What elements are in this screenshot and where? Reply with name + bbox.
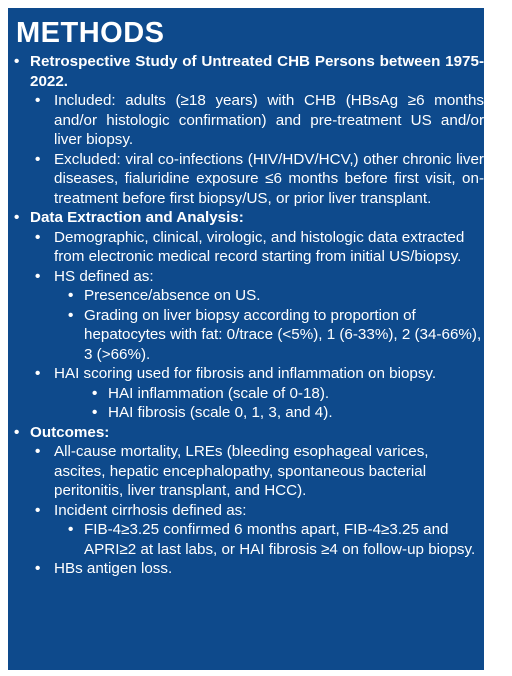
bullet-icon: •: [35, 150, 41, 168]
hai-inflammation-text: HAI inflammation (scale of 0-18).: [108, 384, 330, 402]
mortality-text: All-cause mortality, LREs (bleeding esophageal varices, ascites, hepatic encephalopathy, spontaneous bacterial peritonitis, liver transplant, and HCC).: [54, 443, 429, 499]
methods-panel: [8, 8, 484, 670]
bullet-icon: •: [35, 443, 41, 460]
bullet-icon: •: [35, 92, 41, 109]
study-design-heading: Retrospective Study of Untreated CHB Persons between 1975-2022.: [30, 53, 484, 90]
inclusion-item: [8, 91, 484, 150]
hs-presence-item: [8, 286, 484, 306]
bullet-icon: •: [92, 384, 98, 402]
mortality-item: [8, 442, 484, 501]
data-extraction-item: [8, 208, 484, 228]
bullet-icon: •: [68, 306, 74, 324]
bullet-icon: •: [35, 560, 41, 577]
hs-defined-text: HS defined as:: [54, 267, 154, 285]
bullet-icon: •: [68, 287, 74, 304]
hs-grading-text: Grading on liver biopsy according to proportion of hepatocytes with fat: 0/trace (<5%), 1 (6-33%), 2 (34-66%), 3 (>66%).: [84, 306, 482, 363]
cirrhosis-fib4-item: [8, 520, 484, 559]
hs-defined-item: [8, 267, 484, 287]
hbs-loss-item: [8, 559, 484, 579]
hbs-loss-text: HBs antigen loss.: [54, 560, 173, 577]
hs-presence-text: Presence/absence on US.: [84, 287, 261, 304]
hai-item: [8, 364, 484, 384]
cirrhosis-item: [8, 501, 484, 521]
data-extraction-heading: Data Extraction and Analysis:: [30, 209, 244, 226]
demographic-text: Demographic, clinical, virologic, and histologic data extracted from electronic medical record starting from initial US/biopsy.: [54, 228, 465, 265]
section-title: METHODS: [16, 17, 165, 49]
bullet-icon: •: [35, 228, 41, 246]
hai-fibrosis-text: HAI fibrosis (scale 0, 1, 3, and 4).: [108, 404, 333, 421]
bullet-icon: •: [35, 501, 41, 519]
bullet-icon: •: [14, 423, 20, 441]
cirrhosis-fib4-text: FIB-4≥3.25 confirmed 6 months apart, FIB-4≥3.25 and APRI≥2 at last labs, or HAI fibrosis ≥4 on follow-up biopsy.: [84, 521, 476, 558]
hai-inflammation-item: [8, 384, 484, 404]
bullet-icon: •: [35, 365, 41, 382]
hs-grading-item: [8, 306, 484, 365]
bullet-icon: •: [14, 209, 20, 226]
bullet-icon: •: [92, 404, 98, 421]
cirrhosis-text: Incident cirrhosis defined as:: [54, 501, 247, 519]
study-design-item: [8, 52, 484, 91]
exclusion-text: Excluded: viral co-infections (HIV/HDV/HCV,) other chronic liver diseases, fialuridine exposure ≤6 months before first visit, on-treatment before first biopsy/US, or prior liver transplant.: [54, 150, 484, 207]
exclusion-item: [8, 150, 484, 209]
bullet-icon: •: [14, 53, 20, 70]
bullet-icon: •: [35, 267, 41, 285]
methods-content: [8, 52, 484, 579]
outcomes-item: [8, 423, 484, 443]
outcomes-heading: Outcomes:: [30, 423, 110, 441]
inclusion-text: Included: adults (≥18 years) with CHB (HBsAg ≥6 months and/or histologic confirmation) and pre-treatment US and/or liver biopsy.: [54, 92, 484, 148]
hai-text: HAI scoring used for fibrosis and inflammation on biopsy.: [54, 365, 437, 382]
hai-fibrosis-item: [8, 403, 484, 423]
demographic-item: [8, 228, 484, 267]
bullet-icon: •: [68, 521, 74, 538]
